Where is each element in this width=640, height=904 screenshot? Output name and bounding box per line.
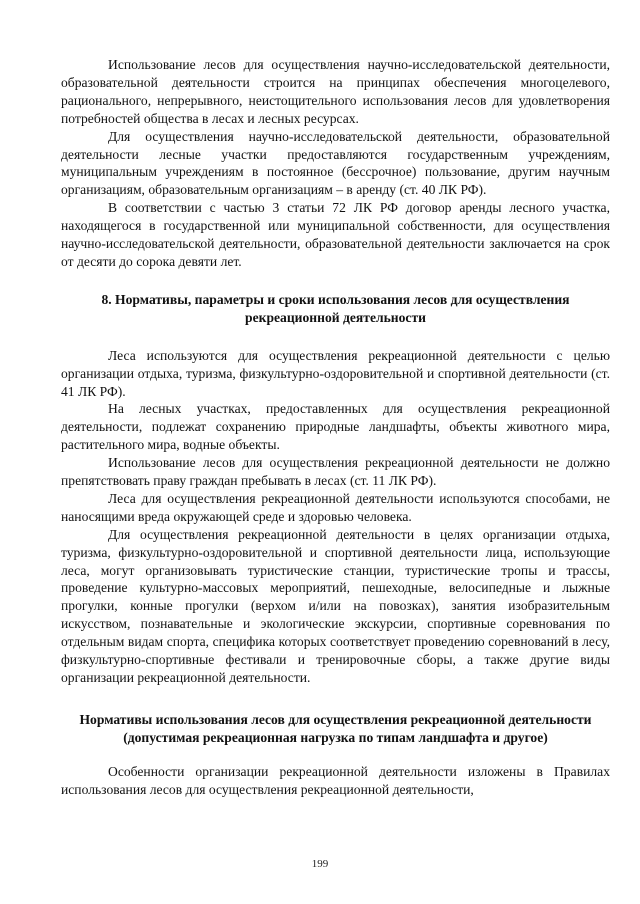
paragraph-recreation-activities: Для осуществления рекреационной деятельности в целях организации отдыха, туризма, физкультурно-оздоровительной и спортивной деятельности лица, использующие леса, могут организовывать туристические станции, туристические тропы и трассы, проведение культурно-массовых мероприятий, пешеходные, велосипедные и лыжные прогулки, конные прогулки (верхом и/или на повозках), занятия изобразительным искусством, познавательные и экологические экскурсии, спортивные соревнования по отдельным видам спорта, специфика которых соответствует проведению соревнований в лесу, физкультурно-спортивные фестивали и тренировочные сборы, а также другие виды организации рекреационной деятельности. [61, 526, 610, 685]
paragraph-research-principles: Использование лесов для осуществления научно-исследовательской деятельности, образовательной деятельности строится на принципах обеспечения многоцелевого, рационального, непрерывного, неистощительного использования лесов для удовлетворения потребностей общества в лесах и лесных ресурсах. [61, 57, 610, 126]
document-page [61, 56, 610, 799]
paragraph-research-land-provision: Для осуществления научно-исследовательской деятельности, образовательной деятельности лесные участки предоставляются государственным учреждениям, муниципальным учреждениям в постоянное (бессрочное) пользование, другим научным организациям, образовательным организациям – в аренду (ст. 40 ЛК РФ). [61, 128, 610, 198]
subsection-heading: Нормативы использования лесов для осуществления рекреационной деятельности (допустимая рекреационная нагрузка по типам ландшафта и другое) [79, 711, 592, 745]
paragraph-no-harm: Леса для осуществления рекреационной деятельности используются способами, не наносящими вреда окружающей среде и здоровью человека. [61, 490, 610, 524]
paragraph-rules-reference: Особенности организации рекреационной деятельности изложены в Правилах использования лесов для осуществления рекреационной деятельности, [61, 763, 610, 797]
paragraph-citizen-access: Использование лесов для осуществления рекреационной деятельности не должно препятствовать праву граждан пребывать в лесах (ст. 11 ЛК РФ). [61, 455, 610, 489]
section-8-heading: 8. Нормативы, параметры и сроки использования лесов для осуществления рекреационной деятельности [101, 291, 570, 325]
page-number: 199 [311, 858, 329, 870]
paragraph-preservation: На лесных участках, предоставленных для осуществления рекреационной деятельности, подлежат сохранению природные ландшафты, объекты животного мира, растительного мира, водные объекты. [61, 401, 610, 453]
paragraph-recreation-purpose: Леса используются для осуществления рекреационной деятельности с целью организации отдыха, туризма, физкультурно-оздоровительной и спортивной деятельности (ст. 41 ЛК РФ). [61, 347, 610, 399]
paragraph-lease-term: В соответствии с частью 3 статьи 72 ЛК РФ договор аренды лесного участка, находящегося в государственной или муниципальной собственности, для осуществления научно-исследовательской деятельности, образовательной деятельности заключается на срок от десяти до сорока девяти лет. [61, 200, 610, 269]
